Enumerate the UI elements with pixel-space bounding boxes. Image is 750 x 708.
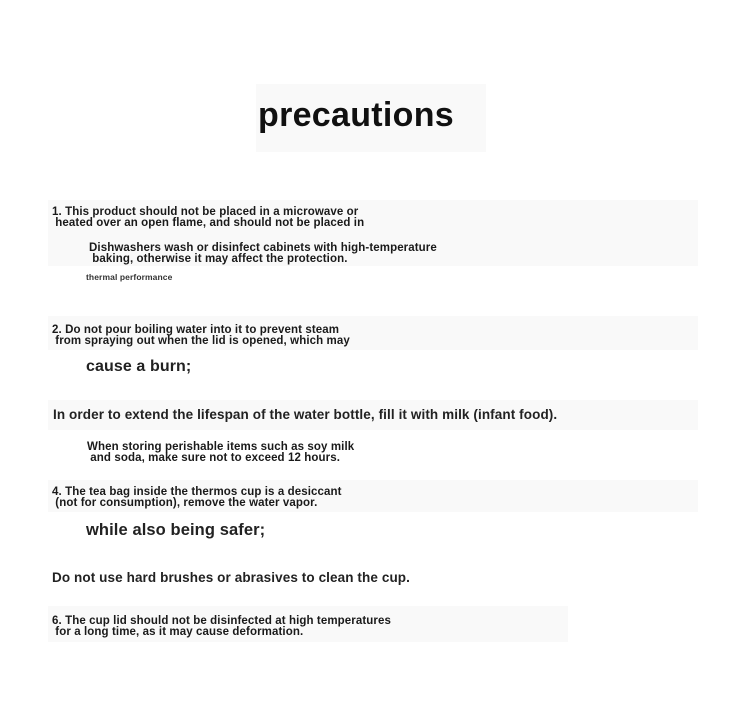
precaution-1-note: thermal performance xyxy=(86,272,173,282)
precaution-6: 6. The cup lid should not be disinfected at high temperatures for a long time, as it may cause deformation. xyxy=(52,615,391,638)
precaution-4: 4. The tea bag inside the thermos cup is a desiccant (not for consumption), remove the water vapor. xyxy=(52,486,342,509)
precaution-1: 1. This product should not be placed in a microwave or heated over an open flame, and should not be placed in xyxy=(52,206,365,229)
precaution-3-continued: When storing perishable items such as soy milk and soda, make sure not to exceed 12 hours. xyxy=(87,441,355,464)
precaution-2: 2. Do not pour boiling water into it to prevent steam from spraying out when the lid is opened, which may xyxy=(52,324,350,347)
precaution-1-continued: Dishwashers wash or disinfect cabinets with high-temperature baking, otherwise it may affect the protection. xyxy=(89,242,437,265)
precaution-2-continued: cause a burn; xyxy=(86,358,192,375)
precaution-4-continued: while also being safer; xyxy=(86,521,266,539)
precaution-5: Do not use hard brushes or abrasives to clean the cup. xyxy=(52,570,410,585)
precaution-3: In order to extend the lifespan of the water bottle, fill it with milk (infant food). xyxy=(53,407,558,422)
page-title: precautions xyxy=(258,96,455,134)
